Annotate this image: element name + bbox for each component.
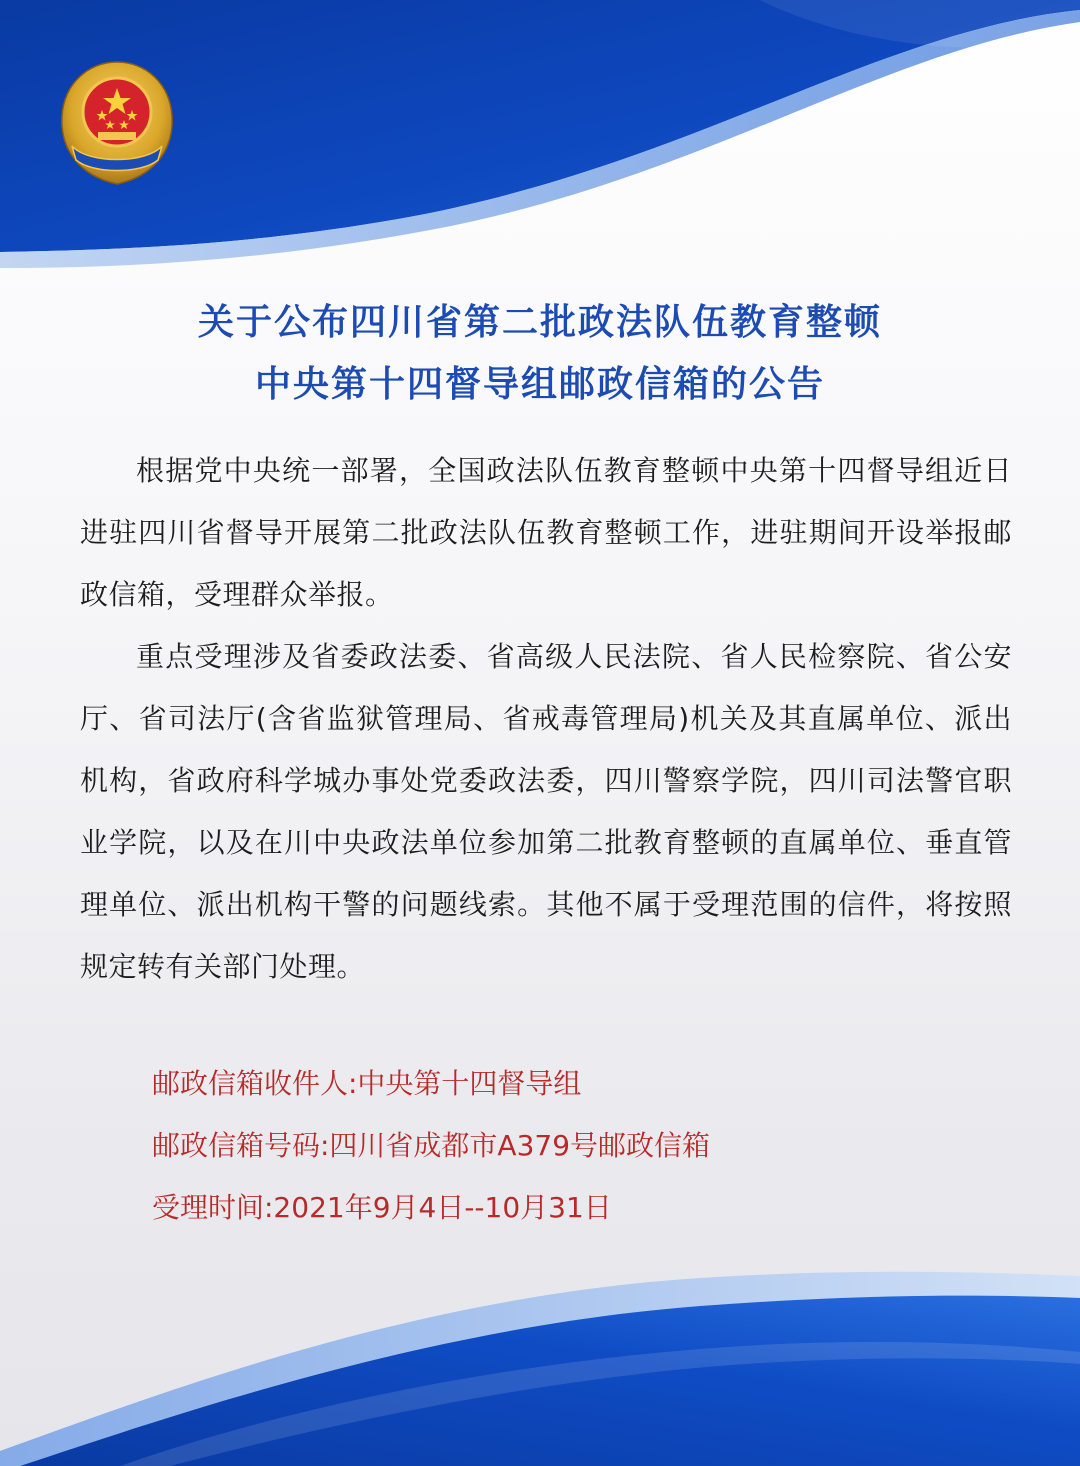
mailbox-recipient: 邮政信箱收件人:中央第十四督导组: [152, 1067, 582, 1100]
body-paragraph-2: [80, 626, 1012, 998]
body-paragraph-1: [80, 440, 1012, 626]
bottom-wave-decoration: [0, 1236, 1080, 1466]
mailbox-number: 邮政信箱号码:四川省成都市A379号邮政信箱: [152, 1129, 711, 1162]
procuratorate-emblem: [58, 60, 176, 186]
paragraph-1-text: 根据党中央统一部署，全国政法队伍教育整顿中央第十四督导组近日进驻四川省督导开展第二批政法队伍教育整顿工作，进驻期间开设举报邮政信箱，受理群众举报。: [80, 454, 1012, 611]
title-line-1: 关于公布四川省第二批政法队伍教育整顿: [197, 301, 882, 343]
paragraph-2-text: 重点受理涉及省委政法委、省高级人民法院、省人民检察院、省公安厅、省司法厅(含省监狱管理局、省戒毒管理局)机关及其直属单位、派出机构，省政府科学城办事处党委政法委，四川警察学院，四川司法警官职业学院，以及在川中央政法单位参加第二批教育整顿的直属单位、垂直管理单位、派出机构干警的问题线索。其他不属于受理范围的信件，将按照规定转有关部门处理。: [80, 640, 1012, 983]
acceptance-period: 受理时间:2021年9月4日--10月31日: [152, 1191, 612, 1224]
title-line-2: 中央第十四督导组邮政信箱的公告: [254, 363, 825, 405]
